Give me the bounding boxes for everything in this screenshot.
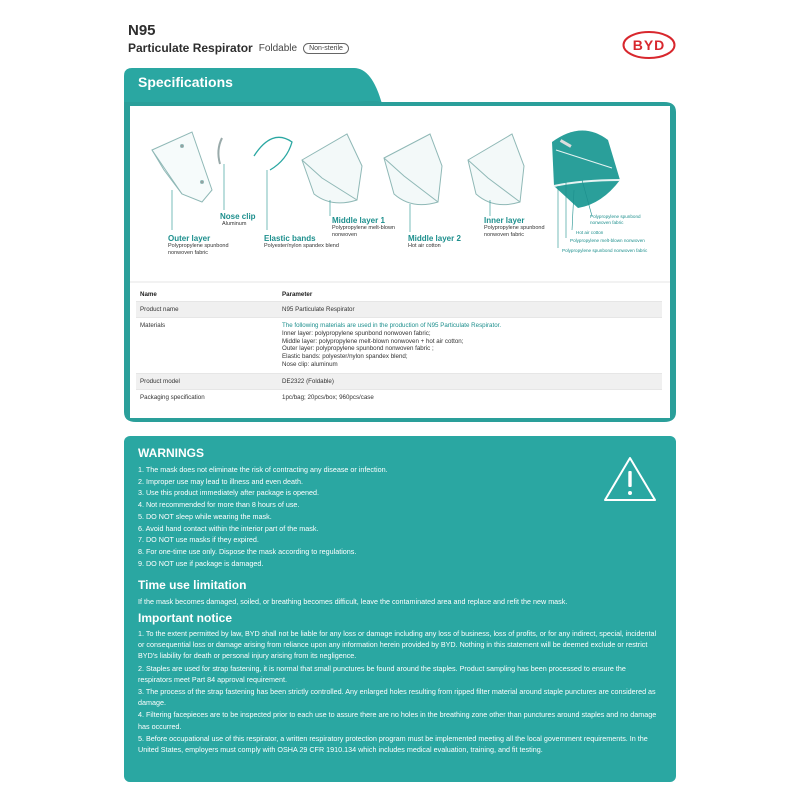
outer-layer-label: Outer layer [168,234,211,243]
product-code: N95 [128,22,156,39]
materials-line: Inner layer: polypropylene spunbond nonwoven fabric; [282,329,431,337]
inner-layer-icon [468,134,524,205]
row-value-product-model: DE2322 (Foldable) [282,377,334,385]
nose-clip-material: Aluminum [222,221,247,227]
parameter-table [136,287,662,406]
specifications-card [124,66,676,424]
list-item: 5. DO NOT sleep while wearing the mask. [138,511,272,521]
elastic-bands-icon [254,137,292,170]
list-item: 9. DO NOT use if package is damaged. [138,558,264,568]
list-item: 8. For one-time use only. Dispose the mask according to regulations. [138,546,357,556]
outer-layer-icon [152,132,212,202]
row-value-product-name: N95 Particulate Respirator [282,306,355,313]
foldable-label: Foldable [258,42,298,54]
table-row [136,390,662,406]
row-label-packaging: Packaging specification [140,393,205,401]
list-item: 1. To the extent permitted by law, BYD shall not be liable for any loss or damage including any loss of business, loss of profits, or for any indirect, special, incidental or consequential loss or damage arising from reliance upon any information herein provided by BYD. Nothing in this statement will be deemed exclude or restrict BYD's liability for death or personal injury arising from its negligence. [138,629,657,661]
important-notice-list [138,628,658,756]
elastic-bands-label: Elastic bands [264,234,316,243]
list-item: 2. Improper use may lead to illness and even death. [138,476,304,486]
warnings-list [138,464,388,569]
list-item: 7. DO NOT use masks if they expired. [138,535,259,545]
nose-clip-label: Nose clip [220,212,256,221]
list-item: 3. Use this product immediately after package is opened. [138,488,319,498]
warnings-title: WARNINGS [138,446,204,460]
inner-layer-material: Polypropylene spunbond nonwoven fabric [484,225,545,238]
row-label-product-name: Product name [140,306,179,313]
middle-layer-2-icon [384,134,442,205]
materials-line: Outer layer: polypropylene spunbond nonwoven fabric ; [282,345,434,353]
list-item: 3. The process of the strap fastening has been strictly controlled. Any enlarged holes resulting from ripped filter material around staple punctures are considered as damage. [138,687,656,708]
elastic-bands-material: Polyester/nylon spandex blend [264,243,339,249]
inner-layer-label: Inner layer [484,216,525,225]
materials-line: Middle layer: polypropylene melt-blown nonwoven + hot air cotton; [282,337,464,345]
table-row [136,318,662,374]
list-item: 5. Before occupational use of this respirator, a written respiratory protection program must be implemented meeting all the local government requirements. In the United States, employers must comply with OSHA 29 CFR 1910.134 which includes medical evaluation, training, and fit testing. [138,733,648,755]
callout-melt-blown: Polypropylene melt-blown nonwoven [570,238,645,243]
table-row [136,302,662,318]
outer-layer-material: Polypropylene spunbond nonwoven fabric [168,243,229,256]
brand-name: BYD [632,37,666,53]
non-sterile-badge: Non-sterile [303,43,349,54]
important-notice-title: Important notice [138,611,233,625]
middle-layer-1-icon [302,134,362,203]
table-header-row [136,287,662,302]
product-title-line [128,41,349,55]
row-value-packaging: 1pc/bag; 20pcs/box; 960pcs/case [282,393,374,401]
row-label-materials: Materials [140,322,166,329]
callout-hot-air-cotton: Hot air cotton [576,230,604,235]
middle-layer-1-material: Polypropylene melt-blown nonwoven [332,225,395,238]
time-use-text: If the mask becomes damaged, soiled, or breathing becomes difficult, leave the contaminated area and replace and refit the new mask. [138,597,568,606]
materials-lead: The following materials are used in the production of N95 Particulate Respirator. [282,322,502,329]
table-header-parameter: Parameter [282,291,313,298]
middle-layer-2-material: Hot air cotton [408,243,441,249]
list-item: 1. The mask does not eliminate the risk of contracting any disease or infection. [138,465,388,474]
list-item: 6. Avoid hand contact within the interior part of the mask. [138,523,319,533]
middle-layer-1-label: Middle layer 1 [332,216,385,225]
list-item: 4. Filtering facepieces are to be inspected prior to each use to assure there are no holes in the breathing zone other than punctures around staples and no damage has occurred. [138,710,657,731]
time-use-title: Time use limitation [138,578,247,592]
product-title: Particulate Respirator [128,41,253,55]
nose-clip-icon [218,138,222,164]
specifications-title: Specifications [138,74,233,90]
list-item: 4. Not recommended for more than 8 hours of use. [138,500,300,510]
materials-line: Elastic bands: polyester/nylon spandex blend; [282,353,408,361]
materials-line: Nose clip: aluminum [282,360,338,368]
callout-inner-spunbond: Polypropylene spunbond nonwoven fabric [590,214,641,225]
callout-outer-spunbond: Polypropylene spunbond nonwoven fabric [562,248,648,253]
middle-layer-2-label: Middle layer 2 [408,234,461,243]
table-row [136,374,662,390]
table-header-name: Name [140,291,157,298]
list-item: 2. Staples are used for strap fastening, it is normal that small punctures be found around the staples. Product sampling has been processed to ensure the respirators meet Part 84 approval requirement. [138,663,626,684]
warning-triangle-icon [602,454,658,504]
assembled-mask-icon [552,130,620,208]
warnings-panel [124,436,676,782]
row-label-product-model: Product model [140,377,180,385]
